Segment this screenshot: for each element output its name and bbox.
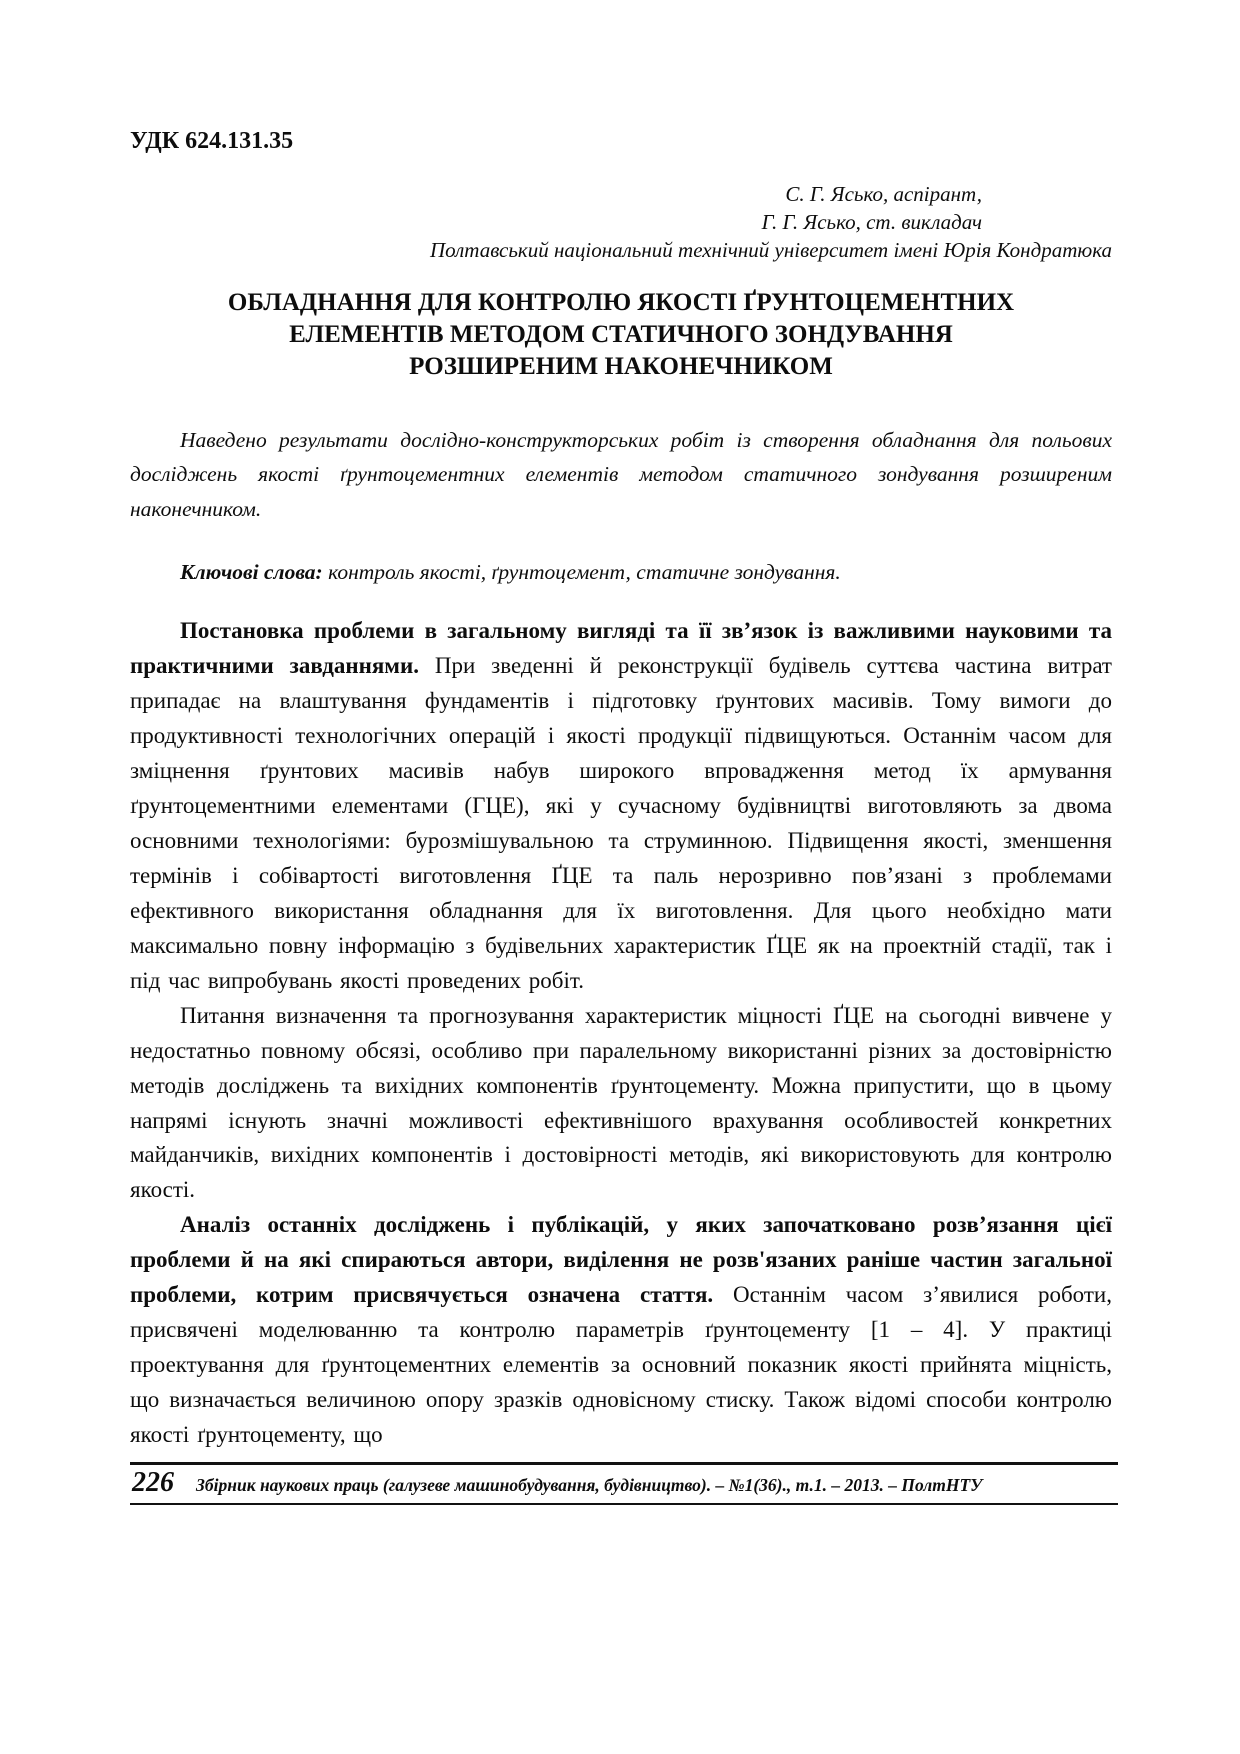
affiliation-line: Полтавський національний технічний університет імені Юрія Кондратюка	[429, 237, 1112, 262]
paper-title-line-1: ОБЛАДНАННЯ ДЛЯ КОНТРОЛЮ ЯКОСТІ ҐРУНТОЦЕМЕНТНИХ	[227, 288, 1015, 316]
paragraph-3-lead: Аналіз останніх досліджень і публікацій, у яких започатковано розв’язання цієї проблеми й на які спираються автори, виділення не розв'язаних раніше частин загальної проблеми, котрим присвячується означена стаття.	[130, 1212, 1112, 1308]
body-text	[130, 614, 1112, 1453]
page-content	[130, 0, 1112, 1453]
paragraph-3	[130, 1208, 1112, 1453]
abstract-text: Наведено результати дослідно-конструкторських робіт із створення обладнання для польових досліджень якості ґрунтоцементних елементів методом статичного зондування розширеним наконечником.	[130, 427, 1112, 521]
page-number: 226	[132, 1467, 174, 1498]
paragraph-2-text: Питання визначення та прогнозування характеристик міцності ҐЦЕ на сьогодні вивчене у недостатньо повному обсязі, особливо при паралельному використанні різних за достовірністю методів досліджень та вихідних компонентів ґрунтоцементу. Можна припустити, що в цьому напрямі існують значні можливості ефективнішого врахування особливостей конкретних майданчиків, вихідних компонентів і достовірності методів, які використовують для контролю якості.	[130, 1002, 1112, 1203]
paper-title-line-2: ЕЛЕМЕНТІВ МЕТОДОМ СТАТИЧНОГО ЗОНДУВАННЯ	[289, 320, 953, 348]
paragraph-1	[130, 614, 1112, 998]
keywords-text: контроль якості, ґрунтоцемент, статичне зондування.	[322, 559, 841, 584]
author-line-1: С. Г. Ясько, аспірант,	[785, 182, 982, 206]
paragraph-1-text: При зведенні й реконструкції будівель суттєва частина витрат припадає на влаштування фундаментів і підготовку ґрунтових масивів. Тому вимоги до продуктивності технологічних операцій і якості продукції підвищуються. Останнім часом для зміцнення ґрунтових масивів набув широкого впровадження метод їх армування ґрунтоцементними елементами (ГЦЕ), які у сучасному будівництві виготовляють за двома основними технологіями: бурозмішувальною та струминною. Підвищення якості, зменшення термінів і собівартості виготовлення ҐЦЕ та паль нерозривно пов’язані з проблемами ефективного використання обладнання для їх виготовлення. Для цього необхідно мати максимально повну інформацію з будівельних характеристик ҐЦЕ як на проектній стадії, так і під час випробувань якості проведених робіт.	[130, 653, 1112, 993]
author-line-2: Г. Г. Ясько, ст. викладач	[761, 209, 982, 234]
paragraph-2	[130, 999, 1112, 1209]
keywords-label: Ключові слова:	[180, 559, 323, 584]
paragraph-1-lead: Постановка проблеми в загальному вигляді та її зв’язок із важливими науковими та практичними завданнями.	[130, 618, 1112, 679]
author-block	[130, 181, 1112, 265]
paragraph-3-text: Останнім часом з’явилися роботи, присвячені моделюванню та контролю параметрів ґрунтоцементу [1 – 4]. У практиці проектування для ґрунтоцементних елементів за основний показник якості прийнята міцність, що визначається величиною опору зразків одновісному стиску. Також відомі способи контролю якості ґрунтоцементу, що	[130, 1282, 1112, 1448]
paper-title	[130, 287, 1112, 383]
keywords-line	[130, 556, 1112, 588]
paper-title-line-3: РОЗШИРЕНИМ НАКОНЕЧНИКОМ	[409, 352, 833, 380]
footer-journal-info: Збірник наукових праць (галузеве машинобудування, будівництво). – №1(36)., т.1. – 2013. – ПолтНТУ	[196, 1475, 983, 1495]
udc-code: УДК 624.131.35	[130, 128, 294, 154]
page-footer	[130, 1462, 1118, 1505]
